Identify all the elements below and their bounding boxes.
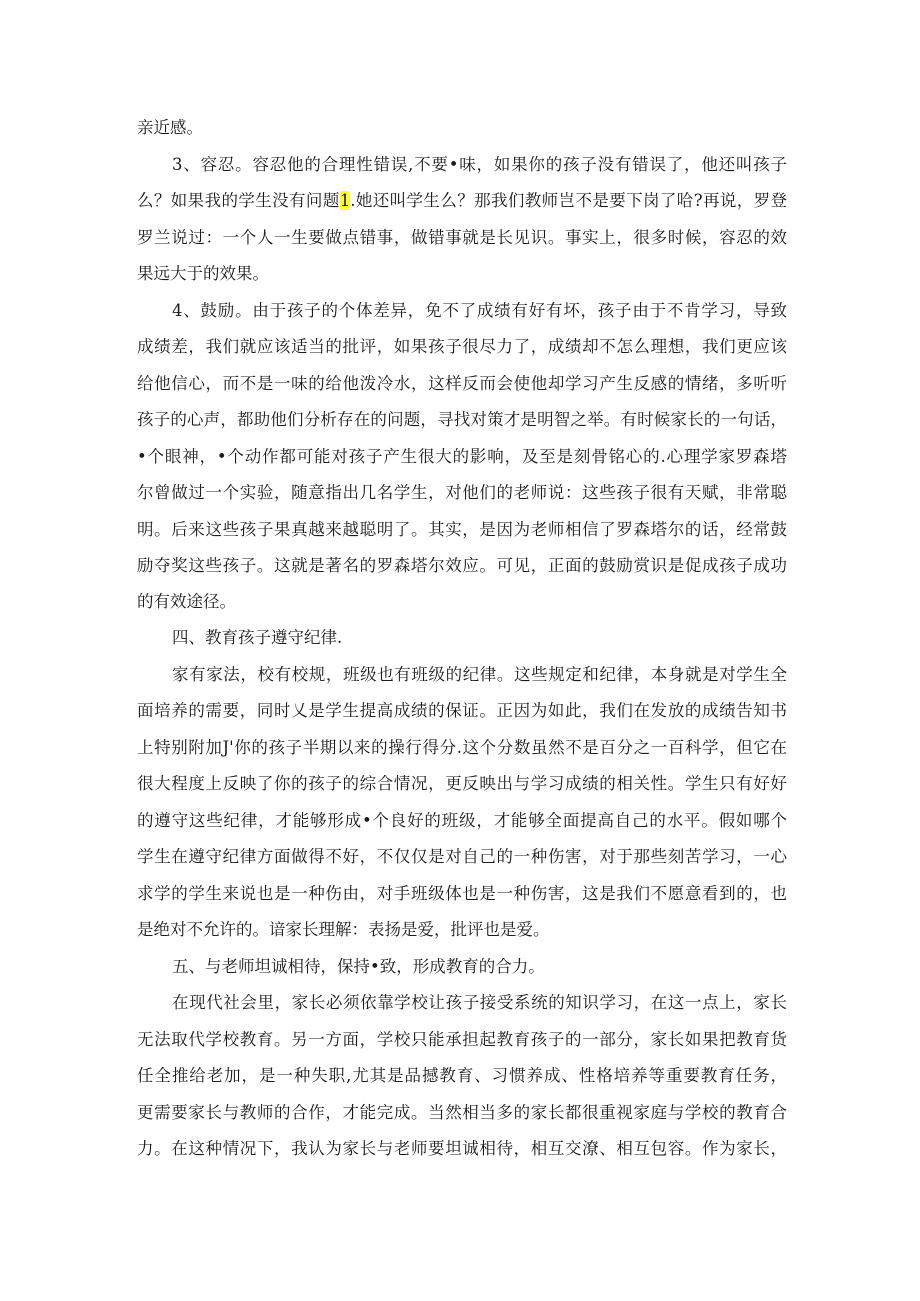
text-line: 给他信心，而不是一味的给他泼冷水，这样反而会使他却学习产生反感的情绪，多听听 <box>137 374 787 393</box>
text-line: 学生在遵守纪律方面做得不好，不仅仅是对自己的一种伤害，对于那些刻苦学习，一心 <box>137 847 787 866</box>
text-line: 4、鼓励。由于孩子的个体差异，免不了成绩有好有坏，孩子由于不肯学习，导致 <box>172 301 787 320</box>
text-line: 家有家法，校有校规，班级也有班级的纪律。这些规定和纪律，本身就是对学生全 <box>172 665 787 684</box>
text-line: 力。在这种情况下，我认为家长与老师要坦诚相待，相互交潦、相互包容。作为家长， <box>137 1139 787 1158</box>
text-line: 孩子的心声，都助他们分析存在的问题，寻找对策才是明智之举。有时候家长的一句话， <box>137 410 787 429</box>
text-line: 面培养的需要，同时乂是学生提高成绩的保证。正因为如此，我们在发放的成绩告知书 <box>137 701 787 720</box>
section-heading: 四、教育孩子遵守纪律. <box>172 628 343 647</box>
text-line: 的有效途径。 <box>137 592 236 611</box>
text-line: 更需要家长与教师的合作，才能完成。当然相当多的家长都很重视家庭与学校的教育合 <box>137 1103 787 1122</box>
text-line: 的遵守这些纪律，才能够形成•个良好的班级，才能够全面提高自己的水平。假如哪个 <box>137 811 787 830</box>
text-line: 是绝对不允许的。谙家长理解：表扬是爱，批评也是爱。 <box>137 920 550 939</box>
text-line: 很大程度上反映了你的孩子的综合情况，更反映出与学习成绩的相关性。学生只有好好 <box>137 774 787 793</box>
text-line: 罗兰说过：一个人一生要做点错事，做错事就是长见识。事实上，很多时候，容忍的效 <box>137 228 787 247</box>
text-line: 在现代社会里，家长必须依靠学校让孩子接受系统的知识学习，在这一点上，家长 <box>172 993 787 1012</box>
text-line: 成绩差，我们就应该适当的批评，如果孩子很尽力了，成绩却不怎么理想，我们更应该 <box>137 337 787 356</box>
text-line: 励夺奖这些孩子。这就是著名的罗森塔尔效应。可见，正面的鼓励赏识是促成孩子成功 <box>137 556 787 575</box>
text-line: 尔曾做过一个实验，随意指出几名学生，对他们的老师说：这些孩子很有天赋，非常聪 <box>137 483 787 502</box>
text-line: 任全推给老加，是一种失职,尤其是品撼教育、习惯养成、性格培养等重要教育任务， <box>137 1066 787 1085</box>
text-line <box>137 191 787 211</box>
text-line: 无法取代学校教育。另一方面，学校只能承担起教育孩子的一部分，家长如果把教育货 <box>137 1030 787 1049</box>
text-line: 求学的学生来说也是一种伤由，对手班级体也是一种伤害，这是我们不愿意看到的，也 <box>137 884 787 903</box>
text-line: •个眼神，•个动作都可能对孩子产生很大的影响，及至是刻骨铭心的.心理学家罗森塔 <box>137 447 787 466</box>
text-line: 果远大于的效果。 <box>137 264 269 283</box>
text-segment: 么？如果我的学生没有问题 <box>137 191 340 210</box>
text-line: 3、容忍。容忍他的合理性错误,不要•味，如果你的孩子没有错误了，他还叫孩子 <box>172 155 787 174</box>
highlight-mark: 1 <box>339 191 351 210</box>
section-heading: 五、与老师坦诚相待，保持•致，形成教育的合力。 <box>172 957 545 976</box>
text-line: 明。后来这些孩子果真越来越聪明了。其实，是因为老师相信了罗森塔尔的话，经常鼓 <box>137 520 787 539</box>
text-segment: .她还叫学生么？那我们教师岂不是要下岗了哈?再说，罗登 <box>350 191 788 210</box>
text-line: 亲近感。 <box>137 118 203 137</box>
text-line: 上特别附加J'你的孩子半期以来的操行得分.这个分数虽然不是百分之一百科学，但它在 <box>137 738 787 757</box>
